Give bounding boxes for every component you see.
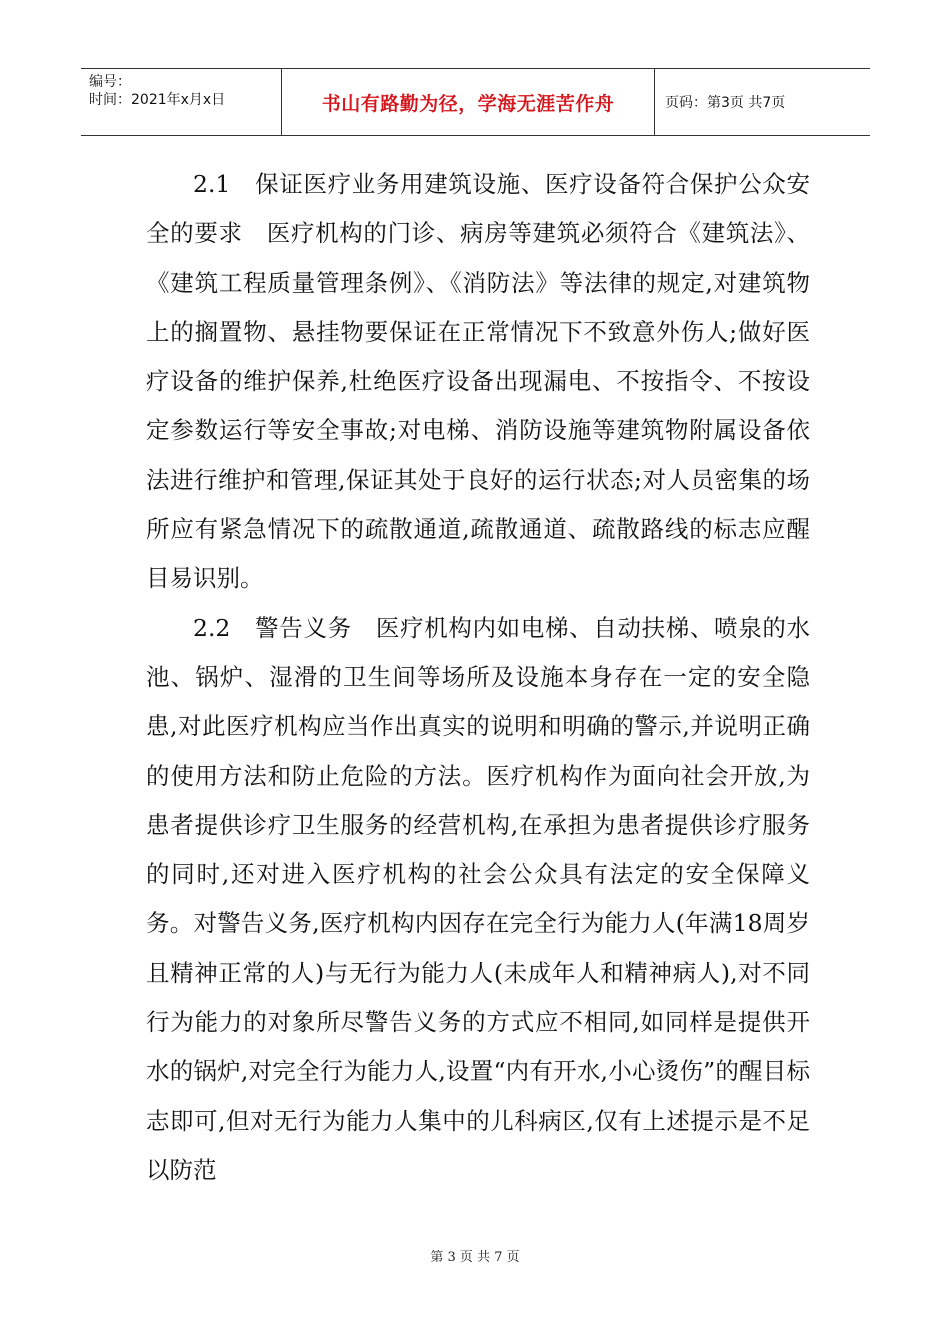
serial-number-label: 编号： xyxy=(89,74,131,90)
footer-page-number: 第 3 页 共 7 页 xyxy=(430,1250,520,1265)
date-label: 时间：2021年x月x日 xyxy=(89,92,226,108)
header-table xyxy=(81,68,870,136)
document-body xyxy=(146,160,810,1195)
page-info-text: 页码：第3页 共7页 xyxy=(665,95,786,111)
motto-text: 书山有路勤为径，学海无涯苦作舟 xyxy=(321,92,615,115)
page-footer xyxy=(0,1246,950,1265)
header-page-cell xyxy=(655,69,870,135)
header-meta-cell xyxy=(81,69,282,135)
header-motto-cell xyxy=(282,69,655,135)
paragraph-2-1: 2.1 保证医疗业务用建筑设施、医疗设备符合保护公众安全的要求 医疗机构的门诊、病房等建筑必须符合《建筑法》、《建筑工程质量管理条例》、《消防法》等法律的规定,对建筑物上的搁置物、悬挂物要保证在正常情况下不致意外伤人;做好医疗设备的维护保养,杜绝医疗设备出现漏电、不按指令、不按设定参数运行等安全事故;对电梯、消防设施等建筑物附属设备依法进行维护和管理,保证其处于良好的运行状态;对人员密集的场所应有紧急情况下的疏散通道,疏散通道、疏散路线的标志应醒目易识别。 xyxy=(146,170,810,593)
paragraph-2-2: 2.2 警告义务 医疗机构内如电梯、自动扶梯、喷泉的水池、锅炉、湿滑的卫生间等场所及设施本身存在一定的安全隐患,对此医疗机构应当作出真实的说明和明确的警示,并说明正确的使用方法和防止危险的方法。医疗机构作为面向社会开放,为患者提供诊疗卫生服务的经营机构,在承担为患者提供诊疗服务的同时,还对进入医疗机构的社会公众具有法定的安全保障义务。对警告义务,医疗机构内因存在完全行为能力人(年满18周岁且精神正常的人)与无行为能力人(未成年人和精神病人),对不同行为能力的对象所尽警告义务的方式应不相同,如同样是提供开水的锅炉,对完全行为能力人,设置“内有开水,小心烫伤”的醒目标志即可,但对无行为能力人集中的儿科病区,仅有上述提示是不足以防范 xyxy=(146,613,810,1184)
